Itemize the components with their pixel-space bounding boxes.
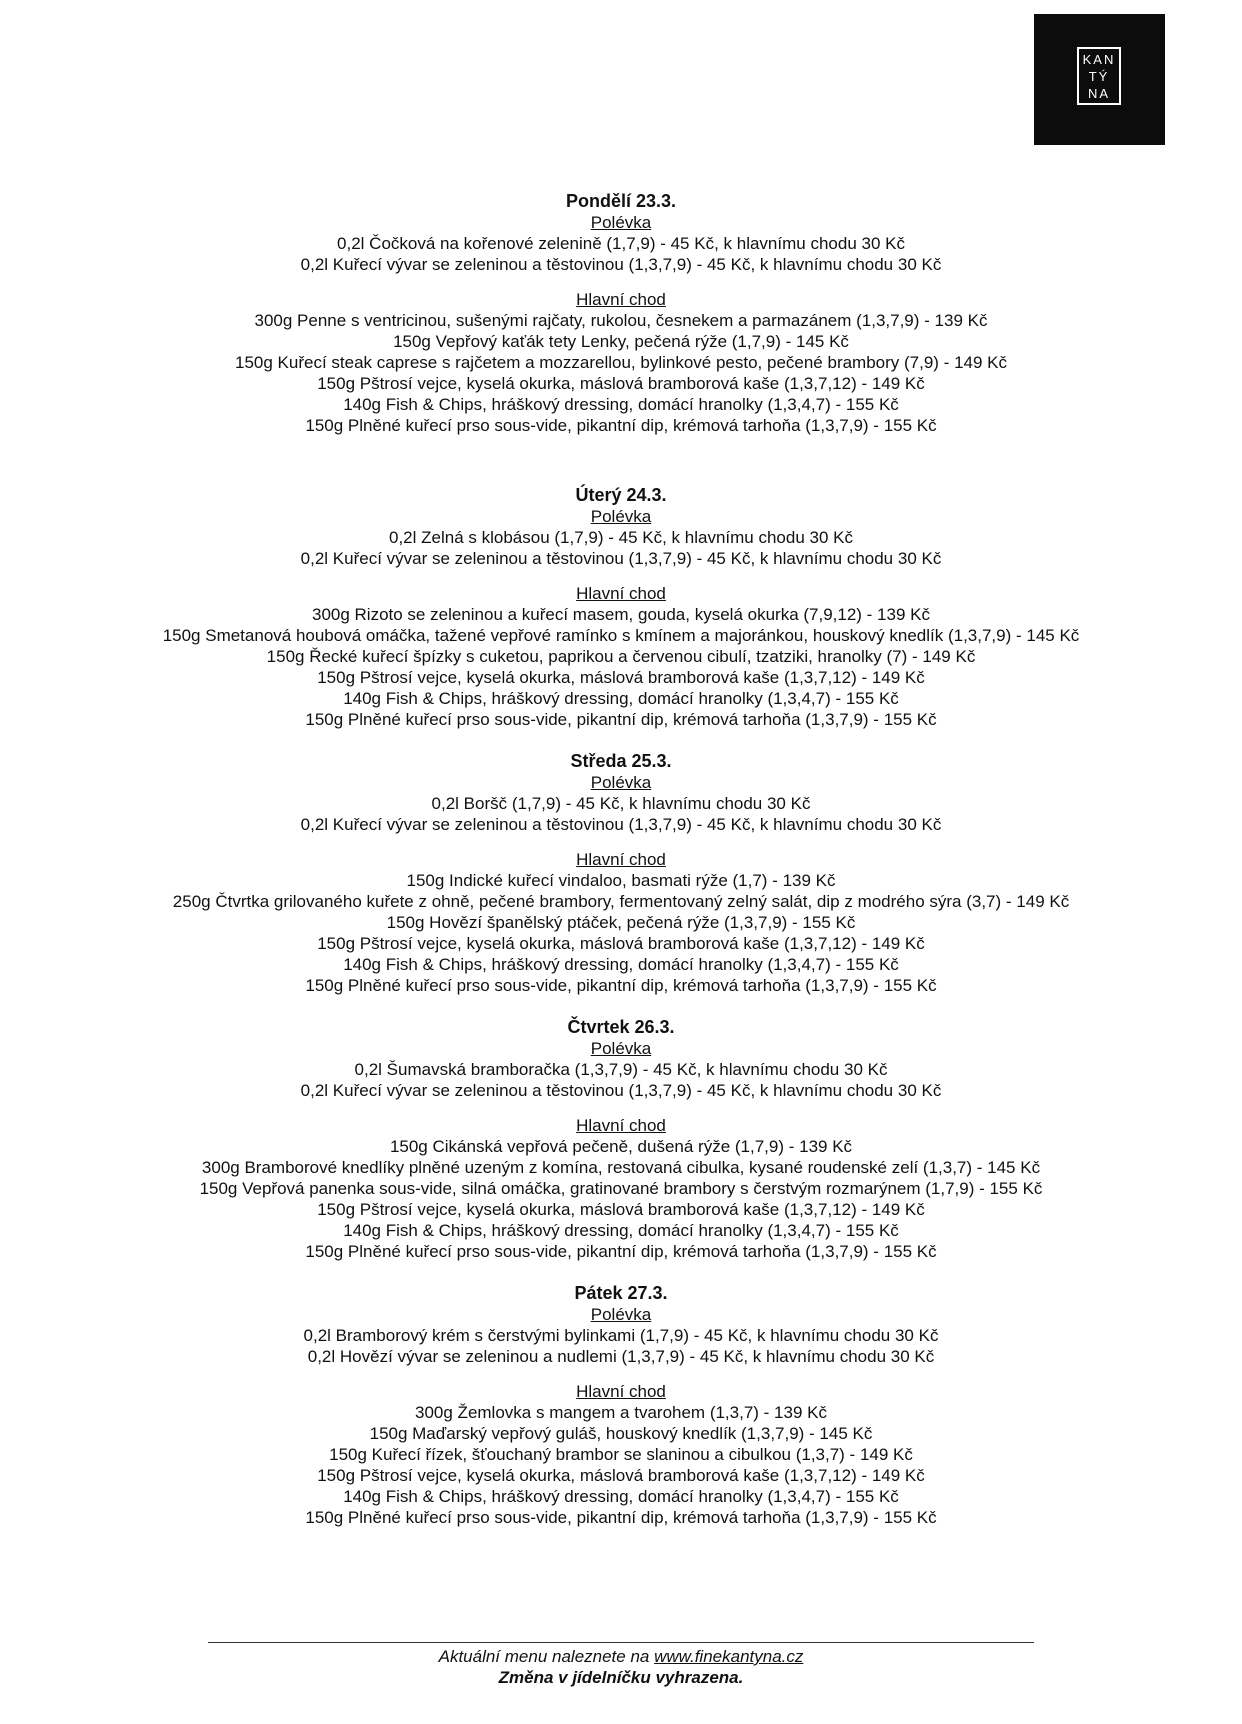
main-item: 150g Maďarský vepřový guláš, houskový knedlík (1,3,7,9) - 145 Kč — [369, 1424, 873, 1443]
main-section — [0, 849, 1242, 996]
main-section — [0, 1381, 1242, 1528]
main-item: 300g Bramborové knedlíky plněné uzeným z komína, restovaná cibulka, kysané roudenské zelí (1,3,7) - 145 Kč — [201, 1158, 1041, 1177]
main-heading: Hlavní chod — [576, 1382, 666, 1401]
day-tuesday — [0, 484, 1242, 730]
main-item: 150g Cikánská vepřová pečeně, dušená rýže (1,7,9) - 139 Kč — [389, 1137, 853, 1156]
main-item: 300g Žemlovka s mangem a tvarohem (1,3,7) - 139 Kč — [415, 1403, 827, 1422]
main-section — [0, 1115, 1242, 1262]
soup-section — [0, 506, 1242, 569]
soup-item: 0,2l Zelná s klobásou (1,7,9) - 45 Kč, k hlavnímu chodu 30 Kč — [389, 528, 853, 547]
logo-line-1: KAN — [1082, 52, 1116, 67]
day-wednesday — [0, 750, 1242, 996]
main-item: 150g Pštrosí vejce, kyselá okurka, máslová bramborová kaše (1,3,7,12) - 149 Kč — [317, 668, 925, 687]
main-heading: Hlavní chod — [576, 290, 666, 309]
main-item: 140g Fish & Chips, hráškový dressing, domácí hranolky (1,3,4,7) - 155 Kč — [343, 955, 899, 974]
main-item: 150g Pštrosí vejce, kyselá okurka, máslová bramborová kaše (1,3,7,12) - 149 Kč — [317, 934, 925, 953]
soup-item: 0,2l Kuřecí vývar se zeleninou a těstovinou (1,3,7,9) - 45 Kč, k hlavnímu chodu 30 Kč — [300, 255, 942, 274]
soup-item: 0,2l Boršč (1,7,9) - 45 Kč, k hlavnímu chodu 30 Kč — [431, 794, 811, 813]
main-item: 150g Řecké kuřecí špízky s cuketou, paprikou a červenou cibulí, tzatziki, hranolky (7) - 149 Kč — [266, 647, 976, 666]
footer — [0, 1646, 1242, 1688]
soup-section — [0, 772, 1242, 835]
main-item: 250g Čtvrtka grilovaného kuřete z ohně, pečené brambory, fermentovaný zelný salát, dip z modrého sýra (3,7) - 149 Kč — [172, 892, 1070, 911]
main-item: 150g Pštrosí vejce, kyselá okurka, máslová bramborová kaše (1,3,7,12) - 149 Kč — [317, 1200, 925, 1219]
soup-section — [0, 212, 1242, 275]
main-item: 150g Hovězí španělský ptáček, pečená rýže (1,3,7,9) - 155 Kč — [386, 913, 856, 932]
day-title: Středa 25.3. — [570, 751, 672, 771]
soup-item: 0,2l Kuřecí vývar se zeleninou a těstovinou (1,3,7,9) - 45 Kč, k hlavnímu chodu 30 Kč — [300, 549, 942, 568]
soup-heading: Polévka — [590, 507, 652, 526]
soup-section — [0, 1304, 1242, 1367]
footer-info — [0, 1646, 1242, 1667]
soup-heading: Polévka — [590, 1305, 652, 1324]
main-item: 150g Kuřecí řízek, šťouchaný brambor se slaninou a cibulkou (1,3,7) - 149 Kč — [329, 1445, 913, 1464]
main-item: 150g Plněné kuřecí prso sous-vide, pikantní dip, krémová tarhoňa (1,3,7,9) - 155 Kč — [305, 1508, 937, 1527]
logo-frame — [1077, 47, 1121, 105]
main-item: 150g Plněné kuřecí prso sous-vide, pikantní dip, krémová tarhoňa (1,3,7,9) - 155 Kč — [305, 416, 937, 435]
main-item: 150g Kuřecí steak caprese s rajčetem a mozzarellou, bylinkové pesto, pečené brambory (7,9) - 149 Kč — [235, 353, 1007, 372]
main-item: 140g Fish & Chips, hráškový dressing, domácí hranolky (1,3,4,7) - 155 Kč — [343, 689, 899, 708]
soup-item: 0,2l Kuřecí vývar se zeleninou a těstovinou (1,3,7,9) - 45 Kč, k hlavnímu chodu 30 Kč — [300, 1081, 942, 1100]
main-item: 150g Vepřový kaťák tety Lenky, pečená rýže (1,7,9) - 145 Kč — [393, 332, 849, 351]
main-item: 140g Fish & Chips, hráškový dressing, domácí hranolky (1,3,4,7) - 155 Kč — [343, 1487, 899, 1506]
soup-item: 0,2l Šumavská bramboračka (1,3,7,9) - 45 Kč, k hlavnímu chodu 30 Kč — [354, 1060, 888, 1079]
main-heading: Hlavní chod — [576, 584, 666, 603]
main-item: 150g Plněné kuřecí prso sous-vide, pikantní dip, krémová tarhoňa (1,3,7,9) - 155 Kč — [305, 710, 937, 729]
weekly-menu — [0, 190, 1242, 1528]
day-monday — [0, 190, 1242, 436]
soup-item: 0,2l Bramborový krém s čerstvými bylinkami (1,7,9) - 45 Kč, k hlavnímu chodu 30 Kč — [303, 1326, 939, 1345]
main-item: 150g Vepřová panenka sous-vide, silná omáčka, gratinované brambory s čerstvým rozmarýnem (1,7,9) - 155 Kč — [199, 1179, 1043, 1198]
website-link[interactable]: www.finekantyna.cz — [654, 1647, 804, 1666]
main-item: 140g Fish & Chips, hráškový dressing, domácí hranolky (1,3,4,7) - 155 Kč — [343, 1221, 899, 1240]
day-title: Pátek 27.3. — [574, 1283, 668, 1303]
day-title: Čtvrtek 26.3. — [567, 1017, 675, 1037]
main-item: 150g Plněné kuřecí prso sous-vide, pikantní dip, krémová tarhoňa (1,3,7,9) - 155 Kč — [305, 976, 937, 995]
main-item: 150g Plněné kuřecí prso sous-vide, pikantní dip, krémová tarhoňa (1,3,7,9) - 155 Kč — [305, 1242, 937, 1261]
footer-text: Aktuální menu naleznete na — [438, 1647, 655, 1666]
main-item: 150g Smetanová houbová omáčka, tažené vepřové ramínko s kmínem a majoránkou, houskový knedlík (1,3,7,9) - 145 Kč — [162, 626, 1080, 645]
main-item: 300g Rizoto se zeleninou a kuřecí masem, gouda, kyselá okurka (7,9,12) - 139 Kč — [311, 605, 930, 624]
main-section — [0, 289, 1242, 436]
day-friday — [0, 1282, 1242, 1528]
soup-item: 0,2l Čočková na kořenové zelenině (1,7,9) - 45 Kč, k hlavnímu chodu 30 Kč — [337, 234, 905, 253]
footer-divider — [208, 1642, 1034, 1643]
logo-line-3: NA — [1087, 86, 1111, 101]
main-item: 150g Indické kuřecí vindaloo, basmati rýže (1,7) - 139 Kč — [406, 871, 836, 890]
logo-line-2: TÝ — [1088, 69, 1110, 84]
soup-heading: Polévka — [590, 1039, 652, 1058]
main-heading: Hlavní chod — [576, 850, 666, 869]
soup-heading: Polévka — [590, 213, 652, 232]
main-heading: Hlavní chod — [576, 1116, 666, 1135]
soup-item: 0,2l Hovězí vývar se zeleninou a nudlemi (1,3,7,9) - 45 Kč, k hlavnímu chodu 30 Kč — [307, 1347, 935, 1366]
soup-item: 0,2l Kuřecí vývar se zeleninou a těstovinou (1,3,7,9) - 45 Kč, k hlavnímu chodu 30 Kč — [300, 815, 942, 834]
day-title: Pondělí 23.3. — [565, 191, 677, 211]
kantyna-logo — [1034, 14, 1165, 145]
main-item: 150g Pštrosí vejce, kyselá okurka, máslová bramborová kaše (1,3,7,12) - 149 Kč — [317, 374, 925, 393]
main-item: 300g Penne s ventricinou, sušenými rajčaty, rukolou, česnekem a parmazánem (1,3,7,9) - 139 Kč — [254, 311, 988, 330]
main-section — [0, 583, 1242, 730]
soup-section — [0, 1038, 1242, 1101]
soup-heading: Polévka — [590, 773, 652, 792]
main-item: 140g Fish & Chips, hráškový dressing, domácí hranolky (1,3,4,7) - 155 Kč — [343, 395, 899, 414]
footer-note: Změna v jídelníčku vyhrazena. — [498, 1668, 744, 1687]
day-title: Úterý 24.3. — [575, 485, 667, 505]
day-thursday — [0, 1016, 1242, 1262]
main-item: 150g Pštrosí vejce, kyselá okurka, máslová bramborová kaše (1,3,7,12) - 149 Kč — [317, 1466, 925, 1485]
